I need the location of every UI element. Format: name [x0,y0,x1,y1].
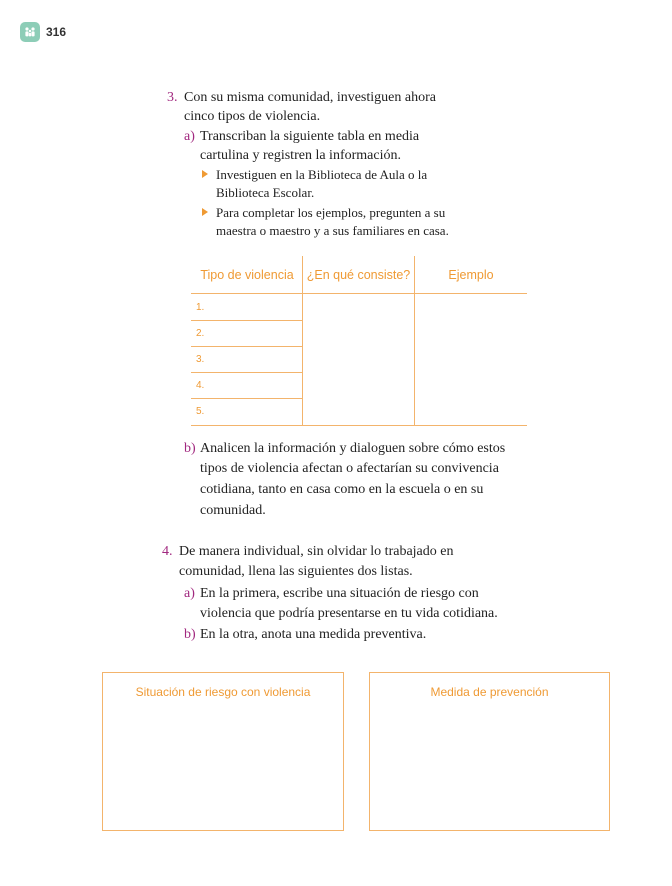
item-4b-line-1: En la otra, anota una medida preventiva. [200,627,427,642]
item-4-text-line-2: comunidad, llena las siguientes dos listas. [179,564,413,579]
risk-situation-box[interactable] [102,672,344,831]
table-header-example: Ejemplo [448,268,494,282]
table-row-rule [191,346,302,347]
item-3a-line-2: cartulina y registren la información. [200,148,401,163]
table-row-label: 3. [196,354,205,365]
item-4a-line-2: violencia que podría presentarse en tu vida cotidiana. [200,606,498,621]
page-header [20,22,66,42]
bullet-1-line-1: Investiguen en la Biblioteca de Aula o la [216,167,428,182]
item-4b-letter: b) [184,627,196,642]
risk-situation-box-title: Situación de riesgo con violencia [135,685,311,699]
item-3-number: 3. [167,90,178,105]
item-3b-line-2: tipos de violencia afectan o afectarían su convivencia [200,461,499,476]
item-4a-line-1: En la primera, escribe una situación de riesgo con [200,586,479,601]
item-3b-letter: b) [184,441,196,456]
prevention-measure-box[interactable] [369,672,610,831]
bullet-2-line-1: Para completar los ejemplos, pregunten a su [216,205,446,220]
item-3a-letter: a) [184,129,195,144]
table-row-rule [191,372,302,373]
people-icon [20,22,40,42]
item-4-number: 4. [162,544,173,559]
item-3b-line-3: cotidiana, tanto en casa como en la escuela o en su [200,482,484,497]
item-3-text-line-1: Con su misma comunidad, investiguen ahora [184,90,436,105]
table-header-meaning: ¿En qué consiste? [306,268,411,282]
table-bottom-rule [191,425,527,426]
table-row-label: 4. [196,380,205,391]
bullet-arrow-icon [202,208,208,216]
table-row-label: 2. [196,328,205,339]
item-3-text-line-2: cinco tipos de violencia. [184,109,321,124]
item-4-text-line-1: De manera individual, sin olvidar lo trabajado en [179,544,454,559]
item-3b-line-4: comunidad. [200,503,266,518]
page-number: 316 [46,25,67,39]
table-header-rule [191,293,527,294]
bullet-2-line-2: maestra o maestro y a sus familiares en casa. [216,223,449,238]
item-3a-line-1: Transcriban la siguiente tabla en media [200,129,420,144]
table-row-label: 1. [196,302,205,313]
bullet-arrow-icon [202,170,208,178]
table-row-rule [191,398,302,399]
table-header-type: Tipo de violencia [200,268,294,282]
bullet-1-line-2: Biblioteca Escolar. [216,185,315,200]
prevention-measure-box-title: Medida de prevención [430,685,549,699]
table-row-rule [191,320,302,321]
table-row-label: 5. [196,406,205,417]
item-4a-letter: a) [184,586,195,601]
item-3b-line-1: Analicen la información y dialoguen sobre cómo estos [200,441,506,456]
